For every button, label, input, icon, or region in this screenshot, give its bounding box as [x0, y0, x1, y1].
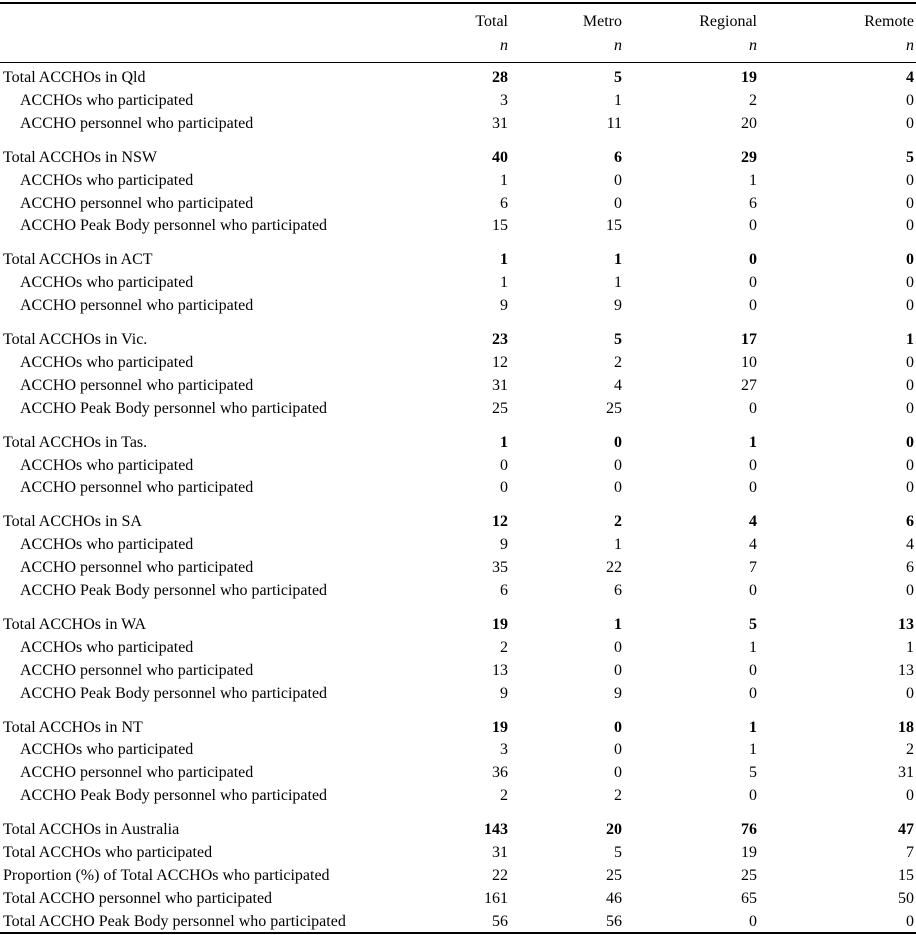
row-label: Total ACCHOs in Tas. — [3, 433, 148, 451]
cell-regional: 0 — [749, 479, 757, 497]
table-row — [0, 272, 916, 294]
cell-metro: 0 — [614, 741, 622, 759]
cell-total: 0 — [500, 479, 508, 497]
cell-remote: 5 — [906, 148, 914, 166]
cell-regional: 19 — [741, 69, 757, 86]
cell-metro: 25 — [606, 399, 622, 417]
header-remote — [864, 10, 914, 58]
row-label: ACCHOs who participated — [20, 171, 194, 189]
table-row-total — [0, 147, 916, 169]
row-label: Total ACCHOs in Australia — [3, 821, 180, 839]
cell-remote: 0 — [906, 297, 914, 315]
header-label: Remote — [864, 13, 914, 30]
cell-total: 19 — [492, 718, 508, 736]
cell-total: 9 — [500, 536, 508, 554]
cell-remote: 13 — [898, 615, 914, 633]
cell-remote: 1 — [906, 331, 914, 348]
cell-metro: 15 — [606, 217, 622, 235]
header-label: Metro — [582, 13, 622, 30]
cell-total: 15 — [492, 217, 508, 235]
cell-metro: 1 — [614, 274, 622, 292]
table-row-total — [0, 67, 916, 89]
row-label: ACCHO personnel who participated — [20, 661, 254, 679]
cell-remote: 0 — [906, 171, 914, 189]
cell-metro: 5 — [614, 844, 622, 861]
cell-remote: 18 — [898, 718, 914, 736]
cell-metro: 0 — [614, 194, 622, 212]
table-row-total — [0, 249, 916, 271]
cell-regional: 4 — [749, 513, 757, 531]
cell-remote: 0 — [906, 274, 914, 292]
table-row — [0, 911, 916, 933]
row-label: ACCHOs who participated — [20, 638, 194, 656]
table-row — [0, 785, 916, 807]
cell-regional: 4 — [749, 536, 757, 554]
row-label: ACCHOs who participated — [20, 353, 194, 371]
cell-remote: 4 — [906, 536, 914, 554]
row-label: ACCHOs who participated — [20, 274, 194, 292]
cell-remote: 7 — [906, 844, 914, 861]
table-row — [0, 637, 916, 659]
cell-metro: 0 — [614, 456, 622, 474]
cell-remote: 0 — [906, 684, 914, 702]
row-label: Total ACCHOs in NSW — [3, 148, 157, 166]
cell-total: 28 — [492, 69, 508, 86]
header-unit: n — [500, 37, 508, 54]
cell-total: 40 — [492, 148, 508, 166]
cell-regional: 0 — [749, 661, 757, 679]
table-row-total — [0, 717, 916, 739]
cell-total: 3 — [500, 91, 508, 109]
cell-regional: 0 — [749, 684, 757, 702]
cell-metro: 1 — [614, 615, 622, 633]
cell-regional: 29 — [741, 148, 757, 166]
cell-regional: 1 — [749, 171, 757, 189]
table-row — [0, 193, 916, 215]
cell-regional: 10 — [741, 353, 757, 371]
cell-metro: 46 — [606, 889, 622, 907]
cell-total: 9 — [500, 684, 508, 702]
cell-regional: 1 — [749, 433, 757, 451]
table-row — [0, 762, 916, 784]
header-label: Regional — [699, 13, 757, 30]
cell-remote: 50 — [898, 889, 914, 907]
cell-total: 3 — [500, 741, 508, 759]
cell-metro: 0 — [614, 718, 622, 736]
cell-total: 31 — [492, 376, 508, 394]
cell-remote: 0 — [906, 91, 914, 109]
table-row — [0, 295, 916, 317]
cell-regional: 76 — [741, 821, 757, 839]
cell-remote: 6 — [906, 559, 914, 577]
cell-remote: 0 — [906, 433, 914, 451]
cell-metro: 2 — [614, 787, 622, 805]
cell-remote: 0 — [906, 479, 914, 497]
row-label: ACCHO Peak Body personnel who participated — [20, 217, 328, 235]
table-row-total — [0, 511, 916, 533]
cell-total: 23 — [492, 331, 508, 348]
cell-remote: 2 — [906, 741, 914, 759]
cell-remote: 0 — [906, 353, 914, 371]
cell-regional: 0 — [749, 787, 757, 805]
cell-regional: 20 — [741, 114, 757, 132]
table-row — [0, 580, 916, 602]
cell-total: 9 — [500, 297, 508, 315]
table-row — [0, 352, 916, 374]
row-label: ACCHO personnel who participated — [20, 194, 254, 212]
cell-regional: 1 — [749, 638, 757, 656]
cell-total: 22 — [492, 866, 508, 884]
cell-remote: 15 — [898, 866, 914, 884]
cell-remote: 0 — [906, 787, 914, 805]
table-row — [0, 842, 916, 864]
cell-total: 1 — [500, 433, 508, 451]
table-row — [0, 660, 916, 682]
row-label: Total ACCHOs in Vic. — [3, 331, 148, 348]
cell-remote: 1 — [906, 638, 914, 656]
cell-metro: 1 — [614, 536, 622, 554]
header-unit: n — [906, 37, 914, 54]
cell-metro: 20 — [606, 821, 622, 839]
row-label: ACCHO personnel who participated — [20, 764, 254, 782]
table-row-total — [0, 329, 916, 351]
header-regional — [699, 10, 757, 58]
cell-metro: 1 — [614, 251, 622, 269]
header-metro — [583, 10, 622, 58]
table-row — [0, 683, 916, 705]
row-label: ACCHOs who participated — [20, 91, 194, 109]
cell-regional: 6 — [749, 194, 757, 212]
cell-metro: 5 — [614, 69, 622, 86]
cell-total: 31 — [492, 114, 508, 132]
cell-metro: 5 — [614, 331, 622, 348]
cell-metro: 6 — [614, 148, 622, 166]
cell-regional: 0 — [749, 297, 757, 315]
cell-remote: 0 — [906, 114, 914, 132]
table-row — [0, 534, 916, 556]
cell-remote: 6 — [906, 513, 914, 531]
cell-metro: 0 — [614, 661, 622, 679]
row-label: Total ACCHOs in ACT — [3, 251, 153, 269]
row-label: Total ACCHO personnel who participated — [3, 889, 273, 907]
cell-remote: 0 — [906, 217, 914, 235]
row-label: Total ACCHOs in SA — [3, 513, 142, 531]
row-label: ACCHO Peak Body personnel who participated — [20, 684, 328, 702]
cell-regional: 5 — [749, 764, 757, 782]
cell-remote: 13 — [898, 661, 914, 679]
cell-regional: 2 — [749, 91, 757, 109]
cell-metro: 22 — [606, 559, 622, 577]
cell-total: 56 — [492, 912, 508, 930]
cell-metro: 0 — [614, 171, 622, 189]
row-label: ACCHO Peak Body personnel who participated — [20, 399, 328, 417]
row-label: ACCHO personnel who participated — [20, 376, 254, 394]
cell-total: 12 — [492, 353, 508, 371]
table-bottom-rule — [0, 932, 916, 934]
cell-metro: 56 — [606, 912, 622, 930]
cell-total: 143 — [484, 821, 508, 839]
cell-total: 13 — [492, 661, 508, 679]
cell-total: 0 — [500, 456, 508, 474]
table-top-rule — [0, 2, 916, 4]
table-row — [0, 455, 916, 477]
row-label: Proportion (%) of Total ACCHOs who participated — [3, 866, 330, 884]
table-row — [0, 477, 916, 499]
cell-metro: 2 — [614, 353, 622, 371]
cell-remote: 0 — [906, 194, 914, 212]
cell-metro: 1 — [614, 91, 622, 109]
cell-metro: 6 — [614, 582, 622, 599]
cell-metro: 0 — [614, 638, 622, 656]
row-label: Total ACCHOs in Qld — [3, 69, 146, 86]
cell-regional: 1 — [749, 741, 757, 759]
row-label: ACCHOs who participated — [20, 456, 194, 474]
table-row — [0, 113, 916, 135]
cell-remote: 0 — [906, 582, 914, 599]
cell-total: 161 — [484, 889, 508, 907]
cell-metro: 0 — [614, 479, 622, 497]
header-unit: n — [749, 37, 757, 54]
table-row — [0, 215, 916, 237]
cell-regional: 0 — [749, 217, 757, 235]
table-row — [0, 90, 916, 112]
cell-regional: 5 — [749, 615, 757, 633]
cell-remote: 4 — [906, 69, 914, 86]
cell-regional: 19 — [741, 844, 757, 861]
cell-remote: 31 — [898, 764, 914, 782]
cell-metro: 9 — [614, 684, 622, 702]
cell-total: 2 — [500, 787, 508, 805]
table-row — [0, 557, 916, 579]
cell-regional: 7 — [749, 559, 757, 577]
row-label: ACCHO Peak Body personnel who participated — [20, 787, 328, 805]
header-rule — [0, 62, 916, 63]
cell-regional: 0 — [749, 399, 757, 417]
table-row — [0, 888, 916, 910]
header-label: Total — [475, 13, 508, 30]
cell-regional: 27 — [741, 376, 757, 394]
cell-metro: 25 — [606, 866, 622, 884]
cell-regional: 0 — [749, 912, 757, 930]
cell-remote: 0 — [906, 912, 914, 930]
table-row-total — [0, 819, 916, 841]
cell-metro: 2 — [614, 513, 622, 531]
cell-metro: 11 — [606, 114, 622, 132]
header-total — [475, 10, 508, 58]
cell-total: 1 — [500, 274, 508, 292]
cell-total: 2 — [500, 638, 508, 656]
cell-total: 6 — [500, 194, 508, 212]
cell-metro: 4 — [614, 376, 622, 394]
cell-total: 19 — [492, 615, 508, 633]
cell-regional: 65 — [741, 889, 757, 907]
cell-total: 36 — [492, 764, 508, 782]
cell-regional: 25 — [741, 866, 757, 884]
cell-total: 12 — [492, 513, 508, 531]
cell-regional: 0 — [749, 456, 757, 474]
row-label: Total ACCHOs who participated — [3, 844, 213, 861]
cell-metro: 9 — [614, 297, 622, 315]
cell-total: 1 — [500, 171, 508, 189]
cell-metro: 0 — [614, 764, 622, 782]
table-row — [0, 398, 916, 420]
cell-remote: 47 — [898, 821, 914, 839]
row-label: ACCHO Peak Body personnel who participated — [20, 582, 328, 599]
cell-metro: 0 — [614, 433, 622, 451]
table-row-total — [0, 432, 916, 454]
cell-total: 1 — [500, 251, 508, 269]
cell-remote: 0 — [906, 399, 914, 417]
cell-regional: 1 — [749, 718, 757, 736]
row-label: ACCHO personnel who participated — [20, 297, 254, 315]
row-label: ACCHOs who participated — [20, 741, 194, 759]
row-label: ACCHOs who participated — [20, 536, 194, 554]
row-label: Total ACCHO Peak Body personnel who participated — [3, 912, 346, 930]
row-label: Total ACCHOs in NT — [3, 718, 143, 736]
cell-total: 35 — [492, 559, 508, 577]
row-label: ACCHO personnel who participated — [20, 114, 254, 132]
cell-regional: 0 — [749, 274, 757, 292]
table-row — [0, 170, 916, 192]
row-label: ACCHO personnel who participated — [20, 559, 254, 577]
row-label: Total ACCHOs in WA — [3, 615, 147, 633]
table-row — [0, 739, 916, 761]
cell-total: 6 — [500, 582, 508, 599]
table-row — [0, 865, 916, 887]
row-label: ACCHO personnel who participated — [20, 479, 254, 497]
cell-regional: 0 — [749, 582, 757, 599]
table-row-total — [0, 614, 916, 636]
cell-remote: 0 — [906, 251, 914, 269]
cell-regional: 17 — [741, 331, 757, 348]
cell-total: 25 — [492, 399, 508, 417]
header-unit: n — [614, 37, 622, 54]
cell-remote: 0 — [906, 456, 914, 474]
table-row — [0, 375, 916, 397]
cell-remote: 0 — [906, 376, 914, 394]
cell-total: 31 — [492, 844, 508, 861]
cell-regional: 0 — [749, 251, 757, 269]
